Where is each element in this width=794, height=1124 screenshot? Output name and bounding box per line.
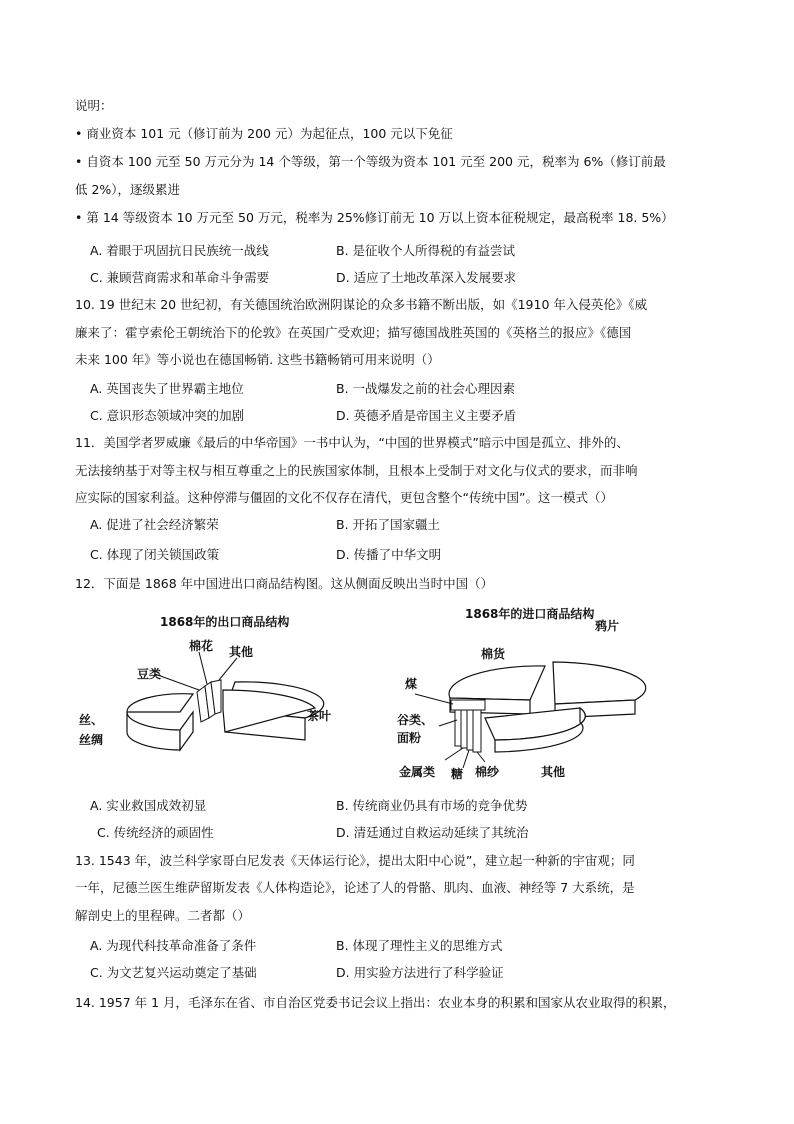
q12-stem: 12．下面是 1868 年中国进出口商品结构图。这从侧面反映出当时中国（） <box>75 576 494 591</box>
q10-option-d: D. 英德矛盾是帝国主义主要矛盾 <box>336 408 517 423</box>
export-pie-chart <box>79 614 332 750</box>
import-label-grain-1: 谷类、 <box>397 713 434 727</box>
pie-slice-silk-body <box>180 712 193 750</box>
q11-stem-line: 应实际的国家利益。这种停滞与僵固的文化不仅存在清代，更包含整个“传统中国”。这一模式（） <box>75 490 613 505</box>
q13-stem-line: 解剖史上的里程碑。二者都（） <box>75 908 251 923</box>
q10-stem-line: 10. 19 世纪末 20 世纪初，有关德国统治欧洲阴谋论的众多书籍不断出版，如《1910 年入侵英伦》《威 <box>75 297 648 312</box>
export-label-silk-2: 丝绸 <box>79 733 104 747</box>
pie-slice-cotton-goods <box>449 666 545 700</box>
q12-option-a: A. 实业救国成效初显 <box>90 798 207 813</box>
q13-option-a: A. 为现代科技革命准备了条件 <box>90 938 257 953</box>
q9-option-d: D. 适应了土地改革深入发展要求 <box>336 270 517 285</box>
import-label-cotton-goods: 棉货 <box>481 647 506 661</box>
q13-option-d: D. 用实验方法进行了科学验证 <box>336 965 504 980</box>
import-label-sugar: 糖 <box>451 767 464 781</box>
q10-option-c: C. 意识形态领域冲突的加剧 <box>90 408 245 423</box>
trade-structure-charts <box>75 600 665 790</box>
import-label-cotton-yarn: 棉纱 <box>475 765 500 779</box>
pie-slice-opium <box>553 662 646 704</box>
q10-option-b: B. 一战爆发之前的社会心理因素 <box>336 381 516 396</box>
intro-bullet: • 自资本 100 元至 50 万元分为 14 个等级，第一个等级为资本 101 元至 200 元，税率为 6%（修订前最 <box>75 154 666 169</box>
export-label-other: 其他 <box>229 645 254 659</box>
q11-option-a: A. 促进了社会经济繁荣 <box>90 517 219 532</box>
intro-bullet-continued: 低 2%），逐级累进 <box>75 182 181 197</box>
q11-option-c: C. 体现了闭关锁国政策 <box>90 547 220 562</box>
import-pie-chart <box>397 606 646 781</box>
import-chart-title: 1868年的进口商品结构 <box>465 607 595 621</box>
pie-slice-silk-side <box>127 712 180 750</box>
import-label-metal: 金属类 <box>399 765 436 779</box>
intro-bullet: • 第 14 等级资本 10 万元至 50 万元，税率为 25%修订前无 10 万以上资本征税规定，最高税率 18. 5%） <box>75 210 674 225</box>
q9-option-b: B. 是征收个人所得税的有益尝试 <box>336 243 516 258</box>
q11-option-b: B. 开拓了国家疆土 <box>336 517 441 532</box>
q13-stem-line: 一年，尼德兰医生维萨留斯发表《人体构造论》，论述了人的骨骼、肌肉、血液、神经等 7 大系统，是 <box>75 880 635 895</box>
pie-slice-metal <box>461 710 467 748</box>
q10-stem-line: 未来 100 年》等小说也在德国畅销. 这些书籍畅销可用来说明（） <box>75 352 440 367</box>
q9-option-a: A. 着眼于巩固抗日民族统一战线 <box>90 243 269 258</box>
pie-slice-sugar <box>467 710 473 750</box>
pie-slice-cotton-yarn <box>473 710 481 752</box>
export-label-cotton: 棉花 <box>189 639 214 653</box>
q10-option-a: A. 英国丧失了世界霸主地位 <box>90 381 244 396</box>
q11-stem-line: 11．美国学者罗威廉《最后的中华帝国》一书中认为，“中国的世界模式”暗示中国是孤立、排外的、 <box>75 435 629 450</box>
export-label-silk-1: 丝、 <box>79 713 104 727</box>
q12-option-c: C. 传统经济的顽固性 <box>97 825 214 840</box>
q14-stem-line: 14. 1957 年 1 月，毛泽东在省、市自治区党委书记会议上指出：农业本身的积累和国家从农业取得的积累， <box>75 995 676 1010</box>
import-label-coal: 煤 <box>405 677 418 691</box>
import-label-grain-2: 面粉 <box>397 731 422 745</box>
import-label-opium: 鸦片 <box>595 619 620 633</box>
export-chart-title: 1868年的出口商品结构 <box>160 615 290 629</box>
q12-option-b: B. 传统商业仍具有市场的竞争优势 <box>336 798 528 813</box>
q9-option-c: C. 兼顾营商需求和革命斗争需要 <box>90 270 270 285</box>
q13-option-c: C. 为文艺复兴运动奠定了基础 <box>90 965 257 980</box>
export-label-beans: 豆类 <box>137 667 162 681</box>
q12-option-d: D. 清廷通过自救运动延续了其统治 <box>336 825 529 840</box>
q13-option-b: B. 体现了理性主义的思维方式 <box>336 938 503 953</box>
q11-option-d: D. 传播了中华文明 <box>336 547 442 562</box>
q10-stem-line: 廉来了：霍亨索伦王朝统治下的伦敦》在英国广受欢迎；描写德国战胜英国的《英格兰的报应》《德国 <box>75 325 632 340</box>
import-label-other: 其他 <box>541 765 566 779</box>
q13-stem-line: 13. 1543 年，波兰科学家哥白尼发表《天体运行论》，提出太阳中心说”，建立起一种新的宇宙观；同 <box>75 853 635 868</box>
pie-slice-silk <box>127 694 193 712</box>
pie-slice-coal <box>451 700 485 710</box>
intro-bullet: • 商业资本 101 元（修订前为 200 元）为起征点，100 元以下免征 <box>75 126 453 141</box>
pie-slice-grain <box>455 710 461 746</box>
q11-stem-line: 无法接纳基于对等主权与相互尊重之上的民族国家体制，且根本上受制于对文化与仪式的要求，而非响 <box>75 463 638 478</box>
intro-heading: 说明： <box>75 98 113 113</box>
export-label-tea: 茶叶 <box>307 709 332 723</box>
